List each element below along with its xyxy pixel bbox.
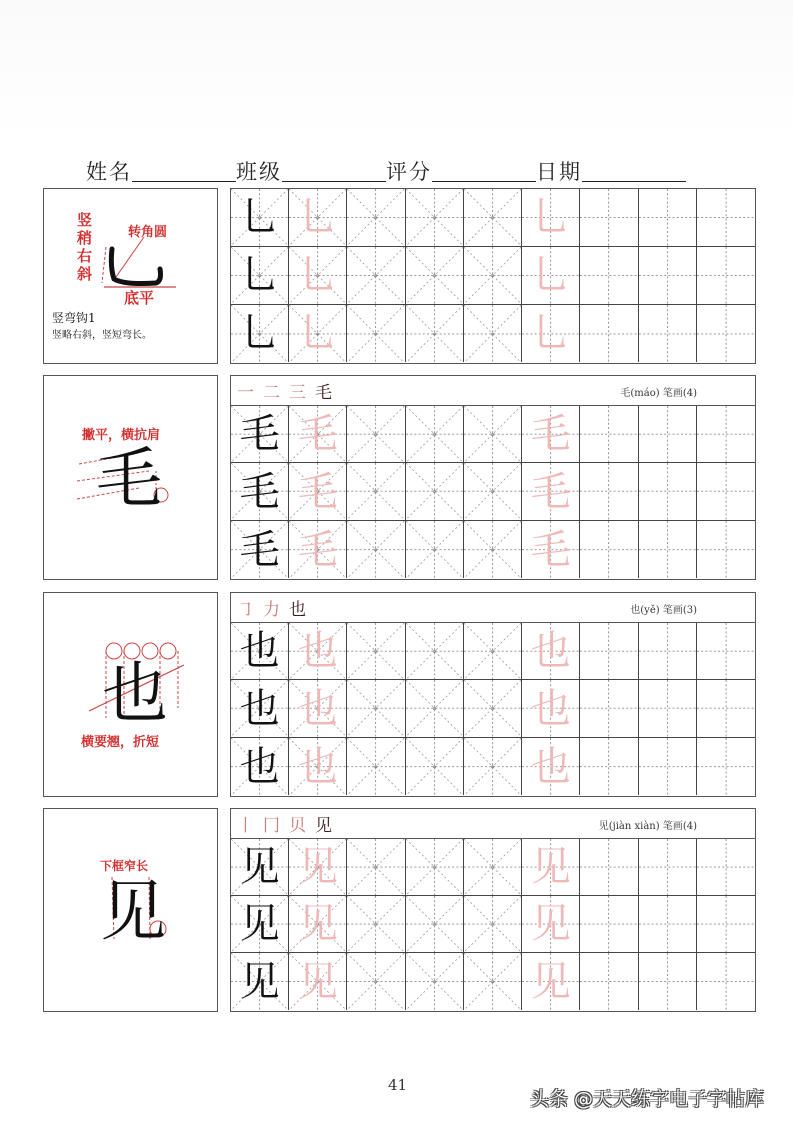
mi-grid-cell[interactable] — [231, 463, 289, 520]
mi-grid-guide-icon — [347, 247, 404, 304]
tian-grid-guide-icon — [580, 247, 637, 304]
trace-character: 也 — [297, 628, 338, 675]
writing-cells — [231, 406, 755, 578]
mi-grid-cell[interactable] — [289, 521, 347, 578]
mi-grid-cell[interactable] — [406, 839, 464, 896]
field-label: 评分 — [386, 160, 432, 184]
mi-grid-guide-icon — [406, 953, 463, 1010]
tian-grid-cell[interactable] — [697, 247, 755, 305]
mi-grid-cell[interactable] — [464, 463, 522, 520]
practice-grid — [230, 375, 756, 580]
mi-grid-cell[interactable] — [289, 463, 347, 520]
mi-grid-cell[interactable] — [406, 896, 464, 953]
tian-grid-cell[interactable] — [697, 839, 755, 896]
trace-character: 毛 — [297, 468, 338, 515]
mi-grid-guide-icon — [464, 521, 521, 578]
stroke-step: 冂 — [263, 816, 280, 836]
tian-grid-cell[interactable] — [580, 521, 638, 578]
mi-grid-cell[interactable] — [347, 463, 405, 520]
mi-grid-guide-icon — [406, 189, 463, 246]
trace-character: 毛 — [297, 526, 338, 573]
trace-character: 也 — [297, 743, 338, 790]
trace-character: 也 — [530, 685, 571, 732]
trace-character: 见 — [297, 844, 338, 891]
stroke-tip-card — [43, 808, 218, 1012]
model-character: 乚 — [239, 252, 280, 299]
mi-grid-cell[interactable] — [347, 521, 405, 578]
mi-grid-guide-icon — [464, 247, 521, 304]
tian-grid-guide-icon — [697, 305, 755, 363]
trace-character: 也 — [297, 685, 338, 732]
mi-grid-cell[interactable] — [289, 896, 347, 953]
mi-grid-guide-icon — [347, 680, 404, 736]
tian-grid-cell[interactable] — [580, 623, 638, 680]
mi-grid-cell[interactable] — [347, 738, 405, 795]
mi-grid-cell[interactable] — [347, 839, 405, 896]
trace-character: 毛 — [297, 411, 338, 458]
tian-grid-cell[interactable] — [697, 189, 755, 247]
model-character: 见 — [239, 844, 280, 891]
mi-grid-cell[interactable] — [347, 305, 405, 363]
tian-grid-guide-icon — [580, 839, 637, 895]
pinyin-stroke-count: 见(jiàn xiàn) 笔画(4) — [598, 821, 697, 832]
tian-grid-cell[interactable] — [697, 623, 755, 680]
tian-grid-guide-icon — [697, 896, 755, 952]
trace-character: 毛 — [530, 468, 571, 515]
mi-grid-guide-icon — [347, 839, 404, 895]
mi-grid-cell[interactable] — [406, 247, 464, 305]
trace-character: 乚 — [530, 310, 571, 357]
mi-grid-guide-icon — [464, 623, 521, 679]
tian-grid-cell[interactable] — [697, 953, 755, 1010]
mi-grid-guide-icon — [347, 406, 404, 462]
tian-grid-guide-icon — [697, 738, 755, 795]
tian-grid-guide-icon — [639, 247, 696, 304]
tian-grid-guide-icon — [639, 305, 696, 363]
watermark: 头条 @天天练字电子字帖库 — [530, 1088, 765, 1110]
tian-grid-guide-icon — [697, 406, 755, 462]
mi-grid-cell[interactable] — [464, 953, 522, 1010]
mi-grid-guide-icon — [347, 896, 404, 952]
mi-grid-cell[interactable] — [347, 680, 405, 737]
tian-grid-guide-icon — [639, 896, 696, 952]
tian-grid-cell[interactable] — [697, 521, 755, 578]
mi-grid-guide-icon — [347, 189, 404, 246]
field-label: 班级 — [236, 160, 282, 184]
tian-grid-cell[interactable] — [522, 521, 580, 578]
mi-grid-guide-icon — [406, 623, 463, 679]
tian-grid-guide-icon — [697, 463, 755, 519]
mi-grid-cell[interactable] — [464, 305, 522, 363]
tian-grid-guide-icon — [639, 189, 696, 246]
tian-grid-cell[interactable] — [639, 839, 697, 896]
field-label: 姓名 — [86, 160, 132, 184]
mi-grid-guide-icon — [464, 305, 521, 363]
mi-grid-cell[interactable] — [289, 623, 347, 680]
tian-grid-cell[interactable] — [639, 305, 697, 363]
tian-grid-cell[interactable] — [522, 247, 580, 305]
model-character: 乚 — [239, 310, 280, 357]
stroke-name: 竖弯钩1 — [52, 311, 96, 325]
stroke-step: 见 — [315, 816, 332, 836]
tian-grid-guide-icon — [697, 680, 755, 736]
mi-grid-cell[interactable] — [406, 463, 464, 520]
mi-grid-cell[interactable] — [347, 623, 405, 680]
tian-grid-cell[interactable] — [522, 738, 580, 795]
mi-grid-guide-icon — [347, 953, 404, 1010]
tian-grid-cell[interactable] — [639, 521, 697, 578]
mi-grid-guide-icon — [347, 623, 404, 679]
mi-grid-cell[interactable] — [464, 521, 522, 578]
mi-grid-cell[interactable] — [231, 247, 289, 305]
model-character: 也 — [239, 685, 280, 732]
tian-grid-cell[interactable] — [639, 189, 697, 247]
tian-grid-cell[interactable] — [580, 305, 638, 363]
tian-grid-cell[interactable] — [522, 953, 580, 1010]
student-info-header — [86, 156, 686, 186]
mi-grid-cell[interactable] — [406, 738, 464, 795]
tian-grid-cell[interactable] — [639, 623, 697, 680]
model-character: 乚 — [239, 194, 280, 241]
tip-note: 底平 — [124, 289, 155, 307]
mi-grid-cell[interactable] — [464, 406, 522, 463]
tian-grid-cell[interactable] — [580, 189, 638, 247]
tian-grid-guide-icon — [697, 839, 755, 895]
tian-grid-cell[interactable] — [580, 463, 638, 520]
mi-grid-guide-icon — [406, 738, 463, 795]
tian-grid-cell[interactable] — [580, 896, 638, 953]
mi-grid-guide-icon — [464, 738, 521, 795]
mi-grid-cell[interactable] — [231, 305, 289, 363]
mi-grid-cell[interactable] — [406, 521, 464, 578]
page-top-margin — [0, 0, 793, 140]
example-character: 毛 — [96, 440, 162, 517]
practice-grid — [230, 808, 756, 1012]
trace-character: 乚 — [297, 310, 338, 357]
stroke-step: 二 — [263, 383, 280, 403]
mi-grid-cell[interactable] — [464, 680, 522, 737]
stroke-order-header — [231, 809, 755, 839]
writing-cells — [231, 623, 755, 795]
tian-grid-guide-icon — [580, 896, 637, 952]
stroke-order-header — [231, 593, 755, 623]
tian-grid-guide-icon — [697, 623, 755, 679]
stroke-order-sequence — [237, 378, 332, 403]
stroke-order-sequence — [237, 595, 306, 620]
mi-grid-cell[interactable] — [289, 953, 347, 1010]
stroke-step: ㇆ — [237, 600, 254, 620]
mi-grid-cell[interactable] — [289, 247, 347, 305]
mi-grid-cell[interactable] — [347, 247, 405, 305]
trace-character: 乚 — [530, 194, 571, 241]
mi-grid-cell[interactable] — [231, 623, 289, 680]
tip-note: 下框窄长 — [100, 859, 149, 873]
mi-grid-cell[interactable] — [406, 623, 464, 680]
model-character: 毛 — [239, 526, 280, 573]
tian-grid-guide-icon — [697, 521, 755, 578]
mi-grid-cell[interactable] — [406, 406, 464, 463]
mi-grid-cell[interactable] — [231, 738, 289, 795]
mi-grid-guide-icon — [464, 953, 521, 1010]
mi-grid-cell[interactable] — [347, 189, 405, 247]
mi-grid-cell[interactable] — [347, 406, 405, 463]
tian-grid-cell[interactable] — [639, 247, 697, 305]
tian-grid-cell[interactable] — [522, 189, 580, 247]
mi-grid-cell[interactable] — [406, 305, 464, 363]
mi-grid-cell[interactable] — [464, 839, 522, 896]
tian-grid-cell[interactable] — [639, 463, 697, 520]
tian-grid-cell[interactable] — [697, 738, 755, 795]
tian-grid-cell[interactable] — [639, 953, 697, 1010]
stroke-step: 也 — [289, 600, 306, 620]
writing-cells — [231, 839, 755, 1010]
trace-character: 见 — [530, 958, 571, 1005]
mi-grid-guide-icon — [464, 463, 521, 519]
tian-grid-guide-icon — [697, 189, 755, 246]
example-character: 见 — [100, 873, 166, 950]
mi-grid-cell[interactable] — [406, 189, 464, 247]
mi-grid-guide-icon — [406, 839, 463, 895]
trace-character: 见 — [530, 844, 571, 891]
mi-grid-cell[interactable] — [289, 305, 347, 363]
tian-grid-guide-icon — [580, 463, 637, 519]
stroke-tip-card — [43, 592, 218, 797]
mi-grid-cell[interactable] — [289, 680, 347, 737]
mi-grid-guide-icon — [406, 521, 463, 578]
model-character: 也 — [239, 743, 280, 790]
tian-grid-guide-icon — [580, 305, 637, 363]
tian-grid-guide-icon — [580, 406, 637, 462]
mi-grid-guide-icon — [406, 896, 463, 952]
mi-grid-cell[interactable] — [231, 189, 289, 247]
mi-grid-cell[interactable] — [347, 896, 405, 953]
tian-grid-cell[interactable] — [697, 305, 755, 363]
tian-grid-cell[interactable] — [639, 738, 697, 795]
tian-grid-cell[interactable] — [522, 623, 580, 680]
fill-in-blank[interactable] — [432, 181, 536, 182]
trace-character: 乚 — [530, 252, 571, 299]
trace-character: 见 — [297, 901, 338, 948]
mi-grid-cell[interactable] — [464, 738, 522, 795]
tian-grid-guide-icon — [580, 189, 637, 246]
tian-grid-cell[interactable] — [580, 738, 638, 795]
page-number: 41 — [388, 1076, 408, 1094]
mi-grid-guide-icon — [347, 521, 404, 578]
mi-grid-guide-icon — [464, 896, 521, 952]
mi-grid-cell[interactable] — [231, 953, 289, 1010]
tian-grid-cell[interactable] — [580, 839, 638, 896]
mi-grid-cell[interactable] — [464, 189, 522, 247]
mi-grid-cell[interactable] — [289, 839, 347, 896]
tip-note: 撇平，横抗肩 — [82, 428, 161, 443]
mi-grid-cell[interactable] — [289, 738, 347, 795]
stroke-order-header — [231, 376, 755, 406]
stroke-tip-card — [43, 375, 218, 580]
mi-grid-cell[interactable] — [406, 680, 464, 737]
tian-grid-cell[interactable] — [522, 305, 580, 363]
trace-character: 见 — [297, 958, 338, 1005]
trace-character: 也 — [530, 628, 571, 675]
mi-grid-cell[interactable] — [231, 521, 289, 578]
mi-grid-guide-icon — [406, 247, 463, 304]
tian-grid-cell[interactable] — [697, 896, 755, 953]
tian-grid-guide-icon — [639, 839, 696, 895]
mi-grid-guide-icon — [406, 680, 463, 736]
tian-grid-cell[interactable] — [522, 680, 580, 737]
tian-grid-cell[interactable] — [580, 406, 638, 463]
tian-grid-guide-icon — [639, 623, 696, 679]
tian-grid-guide-icon — [580, 680, 637, 736]
mi-grid-cell[interactable] — [231, 896, 289, 953]
mi-grid-cell[interactable] — [464, 623, 522, 680]
tian-grid-cell[interactable] — [697, 463, 755, 520]
tian-grid-guide-icon — [697, 247, 755, 304]
tip-note: 竖稍右斜 — [77, 211, 93, 283]
tian-grid-cell[interactable] — [639, 680, 697, 737]
stroke-step: 丨 — [237, 816, 254, 836]
stroke-order-sequence — [237, 811, 332, 836]
mi-grid-cell[interactable] — [347, 953, 405, 1010]
fill-in-blank[interactable] — [582, 181, 686, 182]
tian-grid-cell[interactable] — [639, 896, 697, 953]
example-character: 也 — [102, 655, 168, 732]
stroke-step: 贝 — [289, 816, 306, 836]
stroke-step: 毛 — [315, 383, 332, 403]
mi-grid-cell[interactable] — [464, 247, 522, 305]
mi-grid-guide-icon — [464, 680, 521, 736]
tian-grid-guide-icon — [580, 738, 637, 795]
stroke-step: 一 — [237, 383, 254, 403]
tip-note: 转角圆 — [128, 225, 168, 240]
trace-character: 毛 — [530, 526, 571, 573]
fill-in-blank[interactable] — [132, 181, 236, 182]
fill-in-blank[interactable] — [282, 181, 386, 182]
stroke-description: 竖略右斜，竖短弯长。 — [52, 330, 152, 341]
trace-character: 乚 — [297, 252, 338, 299]
mi-grid-guide-icon — [464, 189, 521, 246]
practice-grid — [230, 592, 756, 797]
trace-character: 乚 — [297, 194, 338, 241]
mi-grid-cell[interactable] — [464, 896, 522, 953]
tian-grid-guide-icon — [639, 521, 696, 578]
tian-grid-guide-icon — [697, 953, 755, 1010]
tian-grid-guide-icon — [639, 406, 696, 462]
tip-note: 横要翘，折短 — [81, 735, 160, 750]
tian-grid-cell[interactable] — [522, 839, 580, 896]
tian-grid-guide-icon — [639, 463, 696, 519]
tian-grid-cell[interactable] — [580, 680, 638, 737]
model-character: 毛 — [239, 411, 280, 458]
tian-grid-cell[interactable] — [580, 247, 638, 305]
model-character: 毛 — [239, 468, 280, 515]
mi-grid-cell[interactable] — [406, 953, 464, 1010]
mi-grid-cell[interactable] — [231, 680, 289, 737]
writing-cells — [231, 189, 755, 362]
pinyin-stroke-count: 也(yě) 笔画(3) — [630, 605, 697, 616]
tian-grid-cell[interactable] — [522, 463, 580, 520]
tian-grid-guide-icon — [639, 738, 696, 795]
model-character: 见 — [239, 958, 280, 1005]
mi-grid-cell[interactable] — [231, 406, 289, 463]
model-character: 也 — [239, 628, 280, 675]
field-label: 日期 — [536, 160, 582, 184]
tian-grid-guide-icon — [580, 623, 637, 679]
trace-character: 毛 — [530, 411, 571, 458]
mi-grid-guide-icon — [464, 406, 521, 462]
tian-grid-guide-icon — [639, 953, 696, 1010]
mi-grid-guide-icon — [406, 406, 463, 462]
mi-grid-guide-icon — [406, 305, 463, 363]
stroke-step: 力 — [263, 600, 280, 620]
mi-grid-guide-icon — [406, 463, 463, 519]
pinyin-stroke-count: 毛(máo) 笔画(4) — [620, 388, 697, 399]
mi-grid-guide-icon — [347, 305, 404, 363]
stroke-step: 三 — [289, 383, 306, 403]
model-character: 见 — [239, 901, 280, 948]
mi-grid-guide-icon — [347, 463, 404, 519]
tian-grid-cell[interactable] — [697, 406, 755, 463]
trace-character: 也 — [530, 743, 571, 790]
mi-grid-cell[interactable] — [289, 189, 347, 247]
practice-grid — [230, 188, 756, 364]
tian-grid-cell[interactable] — [639, 406, 697, 463]
tian-grid-cell[interactable] — [522, 406, 580, 463]
mi-grid-guide-icon — [464, 839, 521, 895]
mi-grid-cell[interactable] — [231, 839, 289, 896]
tian-grid-guide-icon — [639, 680, 696, 736]
tian-grid-guide-icon — [580, 521, 637, 578]
mi-grid-cell[interactable] — [289, 406, 347, 463]
tian-grid-guide-icon — [580, 953, 637, 1010]
tian-grid-cell[interactable] — [522, 896, 580, 953]
mi-grid-guide-icon — [347, 738, 404, 795]
tian-grid-cell[interactable] — [580, 953, 638, 1010]
stroke-tip-card — [43, 188, 218, 364]
tian-grid-cell[interactable] — [697, 680, 755, 737]
trace-character: 见 — [530, 901, 571, 948]
